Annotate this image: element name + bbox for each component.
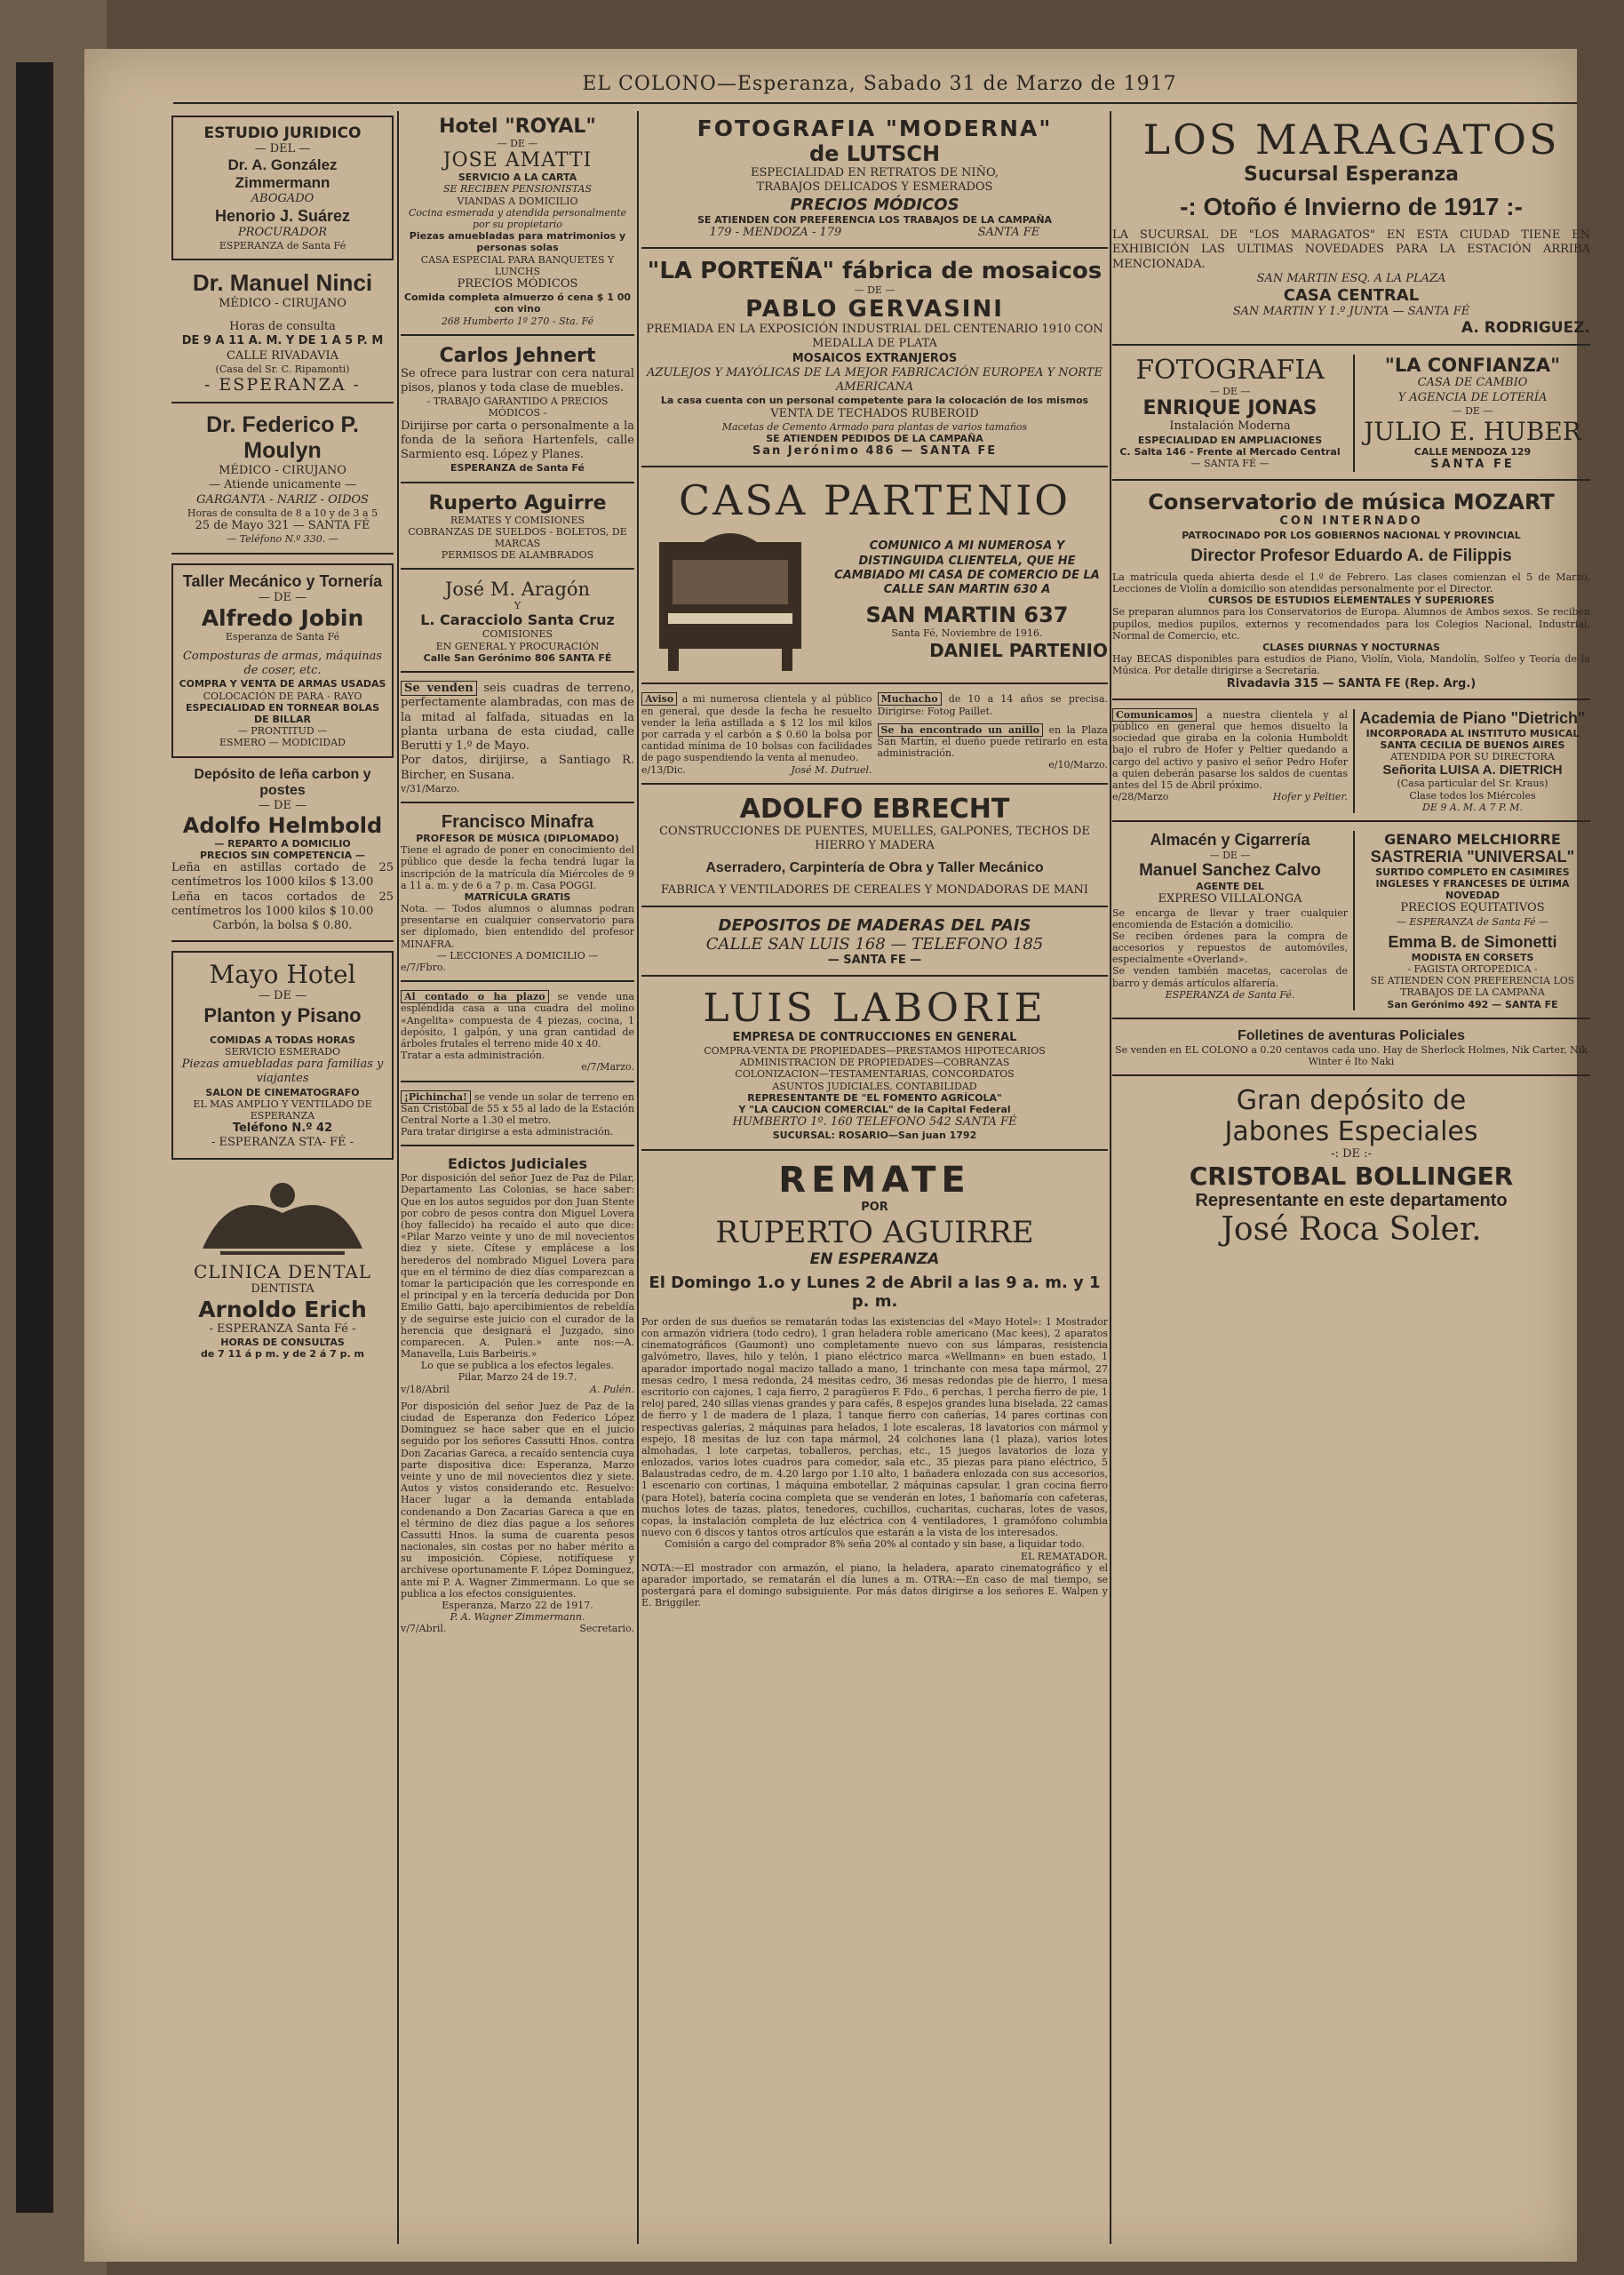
- ad-title: LOS MARAGATOS: [1142, 116, 1560, 164]
- ad-text: El Domingo 1.o y Lunes 2 de Abril a las 9 a. m. y 1 p. m.: [649, 1273, 1101, 1311]
- ad-text: PRECIOS MÓDICOS: [457, 276, 578, 291]
- ad-text: SERVICIO A LA CARTA: [458, 172, 577, 184]
- ad-text: A. RODRIGUEZ.: [1461, 319, 1590, 338]
- ad-text: PRECIOS MÓDICOS: [790, 195, 959, 214]
- ad-text: seis cuadras de terreno, perfectamente alambradas, con mas de la mitad al falfada, situadas en la planta urbana de esta ciudad, calle Berutti y 1.º de Mayo.: [401, 682, 634, 753]
- ad-text: COMPRA Y VENTA DE ARMAS USADAS: [179, 678, 386, 690]
- ad-text: Tiene el agrado de poner en conocimiento del público que desde la fecha tendrá lugar la inscripción de la matrícula día Miércoles de 9 a 11 a. m. y de 6 a 7 p. m. Casa POGGI.: [401, 844, 634, 891]
- ad-tag: Aviso: [641, 692, 677, 706]
- ad-text: VIANDAS A DOMICILIO: [457, 195, 578, 207]
- ad-text: a mi numerosa clientela y al público en general, que desde la fecha he resuelto vender la leña astillada a $ 12 los mil kilos por carrada y el carbón a $ 0.60 la bolsa por cantidad mínima de 10 bolsas con facilidades de pago suspendiendo la venta al menudeo.: [641, 693, 872, 764]
- small-ads-row: [641, 693, 1108, 784]
- ad-name: Henorio J. Suárez: [214, 206, 351, 225]
- piano-illustration: [641, 524, 819, 675]
- ad-text: CURSOS DE ESTUDIOS ELEMENTALES Y SUPERIORES: [1207, 595, 1495, 607]
- ad-text: Hofer y Peltier.: [1272, 791, 1348, 803]
- ad-text: — REPARTO A DOMICILIO: [214, 837, 351, 850]
- ad-text: Para tratar dirigirse a esta administración.: [401, 1126, 614, 1138]
- ad-text: ABOGADO: [251, 192, 314, 206]
- ad-text: SALON DE CINEMATOGRAFO: [205, 1086, 360, 1098]
- ad-bollinger: [1112, 1085, 1590, 1255]
- column-1: [171, 116, 394, 2266]
- section-title: Edictos Judiciales: [448, 1155, 587, 1173]
- ad-text: — DE —: [854, 283, 896, 296]
- ad-text: Rivadavia 315 — SANTA FE (Rep. Arg.): [1226, 676, 1477, 690]
- ad-hotel-royal: [401, 116, 634, 336]
- ad-text: Leña en astillas cortado de 25 centímetros los 1000 kilos $ 13.00: [171, 861, 394, 890]
- ad-title: SASTRERIA "UNIVERSAL": [1370, 847, 1575, 866]
- ad-los-maragatos: [1112, 116, 1590, 346]
- ad-text: ESPECIALIDAD EN RETRATOS DE NIÑO,: [751, 166, 999, 180]
- ad-title: Gran depósito de: [1236, 1085, 1467, 1117]
- ad-text: COMPRA-VENTA DE PROPIEDADES—PRESTAMOS HIPOTECARIOS: [704, 1045, 1046, 1057]
- ad-text: Aserradero, Carpintería de Obra y Taller Mecánico: [705, 860, 1044, 876]
- column-4: [1112, 116, 1590, 2266]
- ad-text: — DE —: [1452, 404, 1493, 417]
- ad-text: COBRANZAS DE SUELDOS - BOLETOS, DE MARCAS: [408, 525, 627, 549]
- ad-text: se vende una espléndida casa a una cuadra del molino «Angelita» compuesta de 4 piezas, cocina, 1 depósito, 1 galpón, y una gran cantidad de árboles frutales el terreno mide 40 x 40.: [401, 991, 634, 1050]
- ad-text: AZULEJOS Y MAYÓLICAS DE LA MEJOR FABRICACIÓN EUROPEA Y NORTE AMERICANA: [647, 365, 1103, 395]
- ad-text: PREMIADA EN LA EXPOSICIÓN INDUSTRIAL DEL CENTENARIO 1910 CON MEDALLA DE PLATA: [646, 323, 1103, 351]
- edict-text: Por disposición del señor Juez de Paz de la ciudad de Esperanza don Federico López Dominguez se hace saber que en el juicio seguido por los señores Cassutti Hnos. contra Don Zacarias Gareca, a recaído sentencia cuya parte dispositiva dice: Esperanza, Marzo veinte y uno de mil novecientos diez y siete. Autos y vistos considerando etc. Resuelvo: Hacer lugar a la demanda entablada condenando a Don Zacarias Gareca a que en el término de diez días pague a los señores Cassutti Hnos. la suma de cuarenta pesos nacionales, sin costas por no haber mérito a su imposición. Cópiese, notifíquese y archívese oportunamente F. López Dominguez, ante mí P. A. Wagner Zimmermann. Lo que se publica a los efectos consiguientes.: [401, 1400, 634, 1600]
- ad-name: Planton y Pisano: [203, 1003, 362, 1026]
- ad-text: EN GENERAL Y PROCURACIÓN: [435, 640, 600, 652]
- ad-erich: [171, 1169, 394, 1368]
- edict-date: v/7/Abril.: [401, 1623, 447, 1635]
- ad-text: DENTISTA: [251, 1281, 314, 1296]
- ad-laborie: [641, 986, 1108, 1151]
- ad-name: LUIS LABORIE: [703, 985, 1047, 1031]
- ad-text: Se encarga de llevar y traer cualquier encomienda de Estación a domicilio.: [1112, 906, 1348, 930]
- ad-text: 268 Humberto 1º 270 - Sta. Fé: [441, 315, 594, 327]
- ad-text: SURTIDO COMPLETO EN CASIMIRES INGLESES Y FRANCESES DE ÚLTIMA NOVEDAD: [1375, 866, 1570, 902]
- ad-estudio-juridico: [171, 116, 394, 260]
- ad-text: SUCURSAL: ROSARIO—San juan 1792: [772, 1130, 977, 1142]
- ad-title: "LA PORTEÑA" fábrica de mosaicos: [647, 257, 1103, 284]
- ad-jonas: [1112, 355, 1348, 472]
- ad-text: — DEL —: [254, 142, 311, 156]
- ad-text: SAN MARTIN ESQ. A LA PLAZA: [1256, 271, 1446, 285]
- ad-name: Manuel Sanchez Calvo: [1139, 861, 1321, 881]
- ad-text: — SANTA FE —: [827, 953, 922, 967]
- ad-sanchez-calvo: [1112, 831, 1348, 1010]
- ad-title: Hotel "ROYAL": [439, 116, 596, 138]
- ad-text: San Jerónimo 486 — SANTA FE: [752, 444, 998, 459]
- header-rule: [173, 102, 1577, 104]
- ad-text: LA SUCURSAL DE "LOS MARAGATOS" EN ESTA CIUDAD TIENE EN EXHIBICIÓN LAS ULTIMAS NOVEDADES PARA LA ESTACIÓN ARRIBA MENCIONADA.: [1112, 228, 1590, 271]
- ad-text: Y "LA CAUCION COMERCIAL" de la Capital Federal: [738, 1103, 1011, 1115]
- ad-text: ASUNTOS JUDICIALES, CONTABILIDAD: [772, 1080, 977, 1092]
- ad-text: e/7/Fbro.: [401, 962, 446, 973]
- edict-text: Por disposición del señor Juez de Paz de Pilar, Departamento Las Colonias, se hace saber: Que en los autos seguidos por don Juan Stente por cobro de pesos contra don Miguel Lovera (hoy fallecido) ha recaído el auto que dice: «Pilar Marzo veinte y uno de mil novecientos diez y siete. Cítese y emplácese a los herederos del nombrado Miguel Lovera para que en el término de diez días comparezcan a tomar la participación que les corresponde en el principal y en la tercería deducida por Don Emilio Gatti, bajo apercibimientos de rebeldía y de seguirse este juicio con el curador de la herencia que designará el Juzgado, sino comparecen. A. Pulen.» ante nos:—A. Manavella, Luis Barbeiris.»: [401, 1172, 634, 1361]
- edict-signature: P. A. Wagner Zimmermann.: [450, 1611, 585, 1624]
- ad-name: Dr. Federico P. Moulyn: [206, 412, 359, 464]
- ad-name: José M. Aragón: [444, 579, 591, 601]
- ad-text: EL REMATADOR.: [1020, 1550, 1108, 1562]
- ad-title: Almacén y Cigarrería: [1150, 830, 1310, 849]
- edict-signature: A. Pulén.: [589, 1383, 634, 1395]
- ad-ebrecht: [641, 794, 1108, 907]
- ad-text: C. Salta 146 - Frente al Mercado Central: [1119, 445, 1341, 458]
- ad-text: ESPERANZA de Santa Fé: [219, 239, 346, 251]
- ad-text: Piezas amuebladas para matrimonios y personas solas: [409, 230, 626, 254]
- ad-title: ESTUDIO JURIDICO: [203, 124, 362, 142]
- ads-row-comunicamos-dietrich: [1112, 709, 1590, 822]
- ad-text: CALLE RIVADAVIA: [226, 348, 339, 363]
- ad-text: MODISTA EN CORSETS: [1411, 951, 1534, 963]
- ad-text: Se preparan alumnos para los Conservatorios de Europa. Alumnos de Ambos sexos. Se reciben pupilos, medios pupilos, externos y recomendados para los Colegios Nacional, Industrial, Normal de Comercio, etc.: [1112, 606, 1590, 642]
- ad-depositos: [641, 916, 1108, 977]
- ad-title: Folletines de aventuras Policiales: [1237, 1027, 1466, 1043]
- ad-text: AGENTE DEL: [1196, 881, 1264, 893]
- ad-text: EN ESPERANZA: [809, 1249, 940, 1268]
- ad-text: — PRONTITUD —: [237, 725, 328, 738]
- ad-jehnert: [401, 345, 634, 483]
- edict-text: Esperanza, Marzo 22 de 1917.: [442, 1600, 593, 1611]
- ads-row-photo-exchange: [1112, 355, 1590, 481]
- edict-text: Lo que se publica a los efectos legales.: [420, 1360, 615, 1372]
- ad-title: CLINICA DENTAL: [193, 1260, 372, 1282]
- ad-text: SAN MARTIN 637: [865, 603, 1069, 628]
- ad-name: GENARO MELCHIORRE: [1384, 830, 1561, 848]
- ad-text: Se ofrece para lustrar con cera natural pisos, planos y toda clase de muebles.: [401, 366, 634, 395]
- ad-text: de 10 a 14 años se precisa. Dirigirse: Fotog Paillet.: [877, 693, 1108, 717]
- ad-text: MÉDICO - CIRUJANO: [219, 296, 346, 310]
- ad-name: Dr. A. González Zimmermann: [227, 156, 338, 192]
- ad-text: La casa cuenta con un personal competente para la colocación de los mismos: [660, 395, 1089, 407]
- ad-text: Piezas amuebladas para familias y viajantes: [181, 1058, 384, 1086]
- ad-text: SE ATIENDEN CON PREFERENCIA LOS TRABAJOS DE LA CAMPAÑA: [1370, 975, 1575, 999]
- ad-text: Tratar a esta administración.: [401, 1050, 545, 1062]
- ad-text: — SANTA FÉ —: [1190, 458, 1270, 470]
- ad-text: TRABAJOS DELICADOS Y ESMERADOS: [756, 180, 993, 195]
- ad-text: - ESPERANZA -: [203, 375, 362, 395]
- column-rule: [397, 111, 399, 2244]
- ad-text: a nuestra clientela y al público en general que hemos disuelto la sociedad que giraba en la colonia Humboldt bajo el rubro de Hofer y Peltier quedando a cargo del activo y pasivo el señor Pedro Hofer a quien deberán pasarse los saldos de cuentas antes del 15 de Abril próximo.: [1112, 708, 1348, 791]
- ad-text: - TRABAJO GARANTIDO A PRECIOS MÓDICOS -: [426, 395, 609, 419]
- ad-casa-partenio: [641, 476, 1108, 684]
- ad-text: SE RECIBEN PENSIONISTAS: [442, 183, 593, 196]
- ad-text: CLASES DIURNAS Y NOCTURNAS: [1262, 641, 1440, 653]
- ad-text: COMIDAS A TODAS HORAS: [210, 1034, 355, 1046]
- ad-name: Arnoldo Erich: [198, 1296, 367, 1322]
- ad-text: REPRESENTANTE DE "EL FOMENTO AGRÍCOLA": [747, 1091, 1002, 1104]
- edict-text: Pilar, Marzo 24 de 19.7.: [458, 1371, 577, 1384]
- ad-text: 179 - MENDOZA - 179: [709, 225, 842, 239]
- ad-name: Dr. Manuel Ninci: [192, 268, 373, 296]
- ad-title: Depósito de leña carbon y postes: [194, 766, 371, 798]
- ad-text: Y: [513, 600, 521, 612]
- ad-text: -: DE :-: [1331, 1147, 1372, 1161]
- ad-text: Dirijirse por carta o personalmente a la fonda de la señora Hartenfels, calle Sarmiento esq. López y Planes.: [401, 419, 634, 462]
- ad-mozart: [1112, 490, 1590, 699]
- ad-text: — DE —: [497, 138, 538, 149]
- ad-text: PROFESOR DE MÚSICA (DIPLOMADO): [416, 832, 619, 844]
- ad-comunicamos: [1112, 709, 1348, 813]
- ad-text: — ESPERANZA de Santa Fé —: [1396, 915, 1549, 928]
- ad-text: CASA DE CAMBIO: [1417, 376, 1528, 390]
- ad-text: -: Otoño é Invierno de 1917 :-: [1180, 193, 1523, 220]
- ad-moulyn: [171, 412, 394, 554]
- ad-text: — Teléfono N.º 330. —: [227, 533, 338, 546]
- ad-aguirre: [401, 492, 634, 571]
- ad-title: "LA CONFIANZA": [1384, 355, 1561, 377]
- ad-text: - ESPERANZA Santa Fé -: [209, 1321, 356, 1336]
- ad-text: SERVICIO ESMERADO: [225, 1045, 340, 1058]
- page-header: EL COLONO—Esperanza, Sabado 31 de Marzo de 1917: [582, 73, 1177, 95]
- ad-text: PRECIOS EQUITATIVOS: [1400, 901, 1545, 915]
- ad-text: MÉDICO - CIRUJANO: [219, 464, 346, 478]
- ad-text: HORAS DE CONSULTAS: [220, 1337, 345, 1349]
- ad-text: CONSTRUCCIONES DE PUENTES, MUELLES, GALPONES, TECHOS DE HIERRO Y MADERA: [659, 824, 1090, 852]
- ad-text: PERMISOS DE ALAMBRADOS: [441, 549, 594, 562]
- ad-text: CON INTERNADO: [1279, 515, 1423, 529]
- column-rule: [1110, 111, 1111, 2244]
- ad-name: RUPERTO AGUIRRE: [715, 1214, 1034, 1250]
- ad-text: INCORPORADA AL INSTITUTO MUSICAL: [1365, 727, 1580, 739]
- column-3: [641, 116, 1108, 2266]
- ad-text: SE ATIENDEN CON PREFERENCIA LOS TRABAJOS DE LA CAMPAÑA: [697, 213, 1053, 226]
- ad-tag: Comunicamos: [1112, 708, 1197, 722]
- edict-text: Secretario.: [579, 1623, 634, 1635]
- ad-aragon: [401, 579, 634, 673]
- ad-text: La matrícula queda abierta desde el 1.º de Febrero. Las clases comienzan el 5 de Marzo. Lecciones de Violín a domicilio son atendidas personalmente por el Director.: [1112, 571, 1590, 595]
- ad-minafra: [401, 812, 634, 982]
- ad-text: EMPRESA DE CONTRUCCIONES EN GENERAL: [732, 1030, 1017, 1044]
- ads-row-calvo-melchiorre: [1112, 831, 1590, 1019]
- ad-dietrich: [1353, 709, 1590, 813]
- ad-title: FOTOGRAFIA "MODERNA": [697, 116, 1053, 141]
- ad-text: Y AGENCIA DE LOTERÍA: [1397, 390, 1548, 404]
- ad-title: Mayo Hotel: [209, 960, 356, 990]
- ad-text: SE ATIENDEN PEDIDOS DE LA CAMPAÑA: [766, 433, 983, 444]
- ad-name: Señorita LUISA A. DIETRICH: [1382, 762, 1563, 778]
- ad-text: e/10/Marzo.: [1048, 759, 1108, 771]
- ad-text: — Atiende unicamente —: [208, 478, 357, 492]
- ad-tag: Se ha encontrado un anillo: [878, 723, 1043, 737]
- ad-text: PRECIOS SIN COMPETENCIA —: [199, 850, 366, 861]
- ad-text: ESPECIALIDAD EN TORNEAR BOLAS DE BILLAR: [186, 701, 379, 725]
- ad-text: Director Profesor Eduardo A. de Filippis: [1190, 546, 1512, 565]
- ad-la-confianza: [1353, 355, 1590, 472]
- ad-text: Instalación Moderna: [1169, 419, 1291, 434]
- ad-text: MATRÍCULA GRATIS: [464, 890, 571, 903]
- ad-title: REMATE: [778, 1159, 971, 1201]
- ad-text: SAN MARTIN Y 1.º JUNTA — SANTA FÉ: [1232, 305, 1470, 318]
- ad-text: — DE —: [258, 989, 307, 1003]
- ad-text: (Casa particular del Sr. Kraus): [1397, 778, 1548, 790]
- ad-text: Nota. — Todos alumnos o alumnas podran presentarse en cualquier conservatorio para ser diplomado, bien entendido del profesor MINAFRA.: [401, 903, 634, 950]
- ad-text: DE 9 A 11 A. M. Y DE 1 A 5 P. M: [181, 334, 384, 348]
- ad-text: ESPECIALIDAD EN AMPLIACIONES: [1137, 434, 1323, 446]
- ad-title: DEPOSITOS DE MADERAS DEL PAIS: [718, 915, 1031, 935]
- ad-text: VENTA DE TECHADOS RUBEROID: [770, 406, 979, 420]
- ad-text: Cocina esmerada y atendida personalmente por su propietario: [409, 206, 626, 230]
- ad-title: FOTOGRAFIA: [1135, 355, 1325, 387]
- edictos-judiciales: [401, 1155, 634, 1641]
- ad-text: se vende un solar de terreno en San Cristóbal de 55 x 55 al lado de la Estación Central Norte a 1.30 el metro.: [401, 1090, 634, 1126]
- column-2: [401, 116, 634, 2266]
- ad-text: Por orden de sus dueños se rematarán todas las existencias del «Mayo Hotel»: 1 Mostrador con armazón vidriera (todo cedro), 1 gran heladera roble americano (Mac kees), 2 aparatos cinematográficos (Gaumont) uno completamente nuevo con sus lámparas, resistencia galvómetro, llaves, hilo y telón, 1 piano eléctrico marca «Wellmann» en buen estado, 1 aparador importado nogal macizo tallado a mano, 1 trinchante con mesa tapa mármol, 27 mesas cedro, 1 mesa redonda, 24 mesitas cedro, 36 mesas redondas pie de hierro, 1 mesa escritorio con cajones, 1 caja fierro, 2 paragüeros F. Fdo., 6 perchas, 1 percha fierro de pie, 1 reloj pared, 240 sillas vienas grandes y para cafés, 8 espejos grandes luna biselada, 22 camas de fierro y 1 de madera de 1 plaza, 1 tanque fierro con cañerías, 14 pares cortinas con respectivas galerías, 2 máquinas para helados, 1 lote escaleras, 18 lavatorios con mármol y espejo, 18 mesitas de luz con tapa mármol, 24 colchones lana (1 plaza), varios lotes almohadas, 1 lote carpetas, toballeros, perchas, etc., 15 juegos lavatorios de loza y enlozados, varios lotes cuadros para comedor, sala etc., 35 piezas para piano eléctrico, 5 Balaustradas cedro, de m. 4.20 largo por 1.10 alto, 1 bañadera enlozada con sus accesorios, 1 escenario con cortinas, 1 máquina embotellar, 2 máquinas capsular, 1 gran cocina fierro (para Hotel), batería cocina completa que se venderán en lotes, 1 bañomaría con cafeteras, muchos lotes de tazas, platos, tenedores, cuchillos, cucharitas, cucharas, lotes de vasos, copas, la instalación completa de luz eléctrica con 4 ventiladores, 1 gramófono columbia nuevo con 6 discos y tantos otros artículos que estarán a la vista de los interesados.: [641, 1315, 1108, 1539]
- ad-name: José Roca Soler.: [1221, 1211, 1482, 1249]
- ad-text: de 7 11 á p m. y de 2 á 7 p. m: [201, 1348, 364, 1361]
- ad-text: REMATES Y COMISIONES: [450, 514, 585, 526]
- ad-text: Teléfono N.º 42: [232, 1122, 333, 1136]
- ad-name: L. Caracciolo Santa Cruz: [420, 611, 615, 629]
- ad-text: GARGANTA - NARIZ - OIDOS: [196, 492, 369, 507]
- ad-name: JULIO E. HUBER: [1364, 416, 1581, 446]
- ad-title: de LUTSCH: [808, 141, 941, 166]
- ad-text: Se venden en EL COLONO a 0.20 centavos cada uno. Hay de Sherlock Holmes, Nik Carter, Nik Winter é Ito Naki: [1115, 1043, 1588, 1067]
- ad-remate: [641, 1160, 1108, 1616]
- ad-text: EXPRESO VILLALONGA: [1158, 892, 1302, 906]
- ad-title: Conservatorio de música MOZART: [1148, 490, 1555, 515]
- ad-text: COMUNICO A MI NUMEROSA Y DISTINGUIDA CLIENTELA, QUE HE CAMBIADO MI CASA DE COMERCIO DE LA CALLE SAN MARTIN 630 A: [834, 539, 1100, 597]
- ad-name: PABLO GERVASINI: [745, 296, 1004, 323]
- ad-text: Se reciben órdenes para la compra de accesorios y repuestos de automóviles, especialmente «Overland».: [1112, 930, 1348, 966]
- ad-text: EL MAS AMPLIO Y VENTILADO DE ESPERANZA: [193, 1098, 372, 1122]
- ad-name: ADOLFO EBRECHT: [739, 793, 1010, 825]
- ad-text: — DE —: [258, 590, 307, 604]
- ad-text: Santa Fé, Noviembre de 1916.: [891, 627, 1043, 640]
- ad-melchiorre-simonetti: [1353, 831, 1590, 1010]
- ad-text: Horas de consulta: [229, 320, 336, 334]
- ad-text: — DE —: [1209, 386, 1251, 398]
- ad-text: e/28/Marzo: [1112, 791, 1169, 803]
- ad-name: Ruperto Aguirre: [428, 491, 607, 515]
- ad-text: Por datos, dirijirse, a Santiago R. Bircher, en Susana.: [401, 754, 634, 782]
- ad-text: FABRICA Y VENTILADORES DE CEREALES Y MONDADORAS DE MANI: [660, 883, 1089, 898]
- ad-text: PATROCINADO POR LOS GOBIERNOS NACIONAL Y PROVINCIAL: [1182, 529, 1521, 541]
- ad-ninci: [171, 269, 394, 403]
- ad-text: CASA ESPECIAL PARA BANQUETES Y LUNCHS: [420, 253, 615, 277]
- ad-name: Adolfo Helmbold: [182, 812, 383, 838]
- ad-text: v/31/Marzo.: [401, 782, 460, 794]
- ad-pichincha: [401, 1091, 634, 1147]
- ad-text: e/7/Marzo.: [581, 1061, 634, 1074]
- ad-text: ESPERANZA de Santa Fé.: [1165, 988, 1295, 1001]
- ad-text: ESMERO — MODICIDAD: [219, 737, 346, 749]
- ad-text: COLONIZACION—TESTAMENTARIAS, CONCORDATOS: [735, 1068, 1015, 1081]
- ad-name: ENRIQUE JONAS: [1142, 397, 1318, 420]
- ad-name: CRISTOBAL BOLLINGER: [1189, 1161, 1514, 1192]
- ad-jobin: [171, 563, 394, 758]
- ad-text: ESPERANZA de Santa Fé: [450, 462, 585, 475]
- ad-text: DE 9 A. M. A 7 P. M.: [1422, 801, 1523, 813]
- ad-text: CASA CENTRAL: [1283, 286, 1420, 305]
- ad-text: - ESPERANZA STA- FÉ -: [211, 1136, 354, 1150]
- ad-title: Jabones Especiales: [1224, 1116, 1478, 1148]
- ad-text: POR: [861, 1200, 888, 1214]
- column-rule: [637, 111, 639, 2244]
- ad-text: COMISIONES: [482, 628, 553, 641]
- ad-name: JOSE AMATTI: [442, 149, 593, 172]
- ad-name: Emma B. de Simonetti: [1388, 932, 1557, 951]
- ad-la-portena: [641, 258, 1108, 468]
- ad-name: Carlos Jehnert: [439, 344, 596, 367]
- ad-text: SANTA CECILIA DE BUENOS AIRES: [1380, 738, 1565, 751]
- ad-text: — DE —: [1209, 849, 1251, 861]
- ad-text: Comisión a cargo del comprador 8% seña 20% al contado y sin base, a liquidar todo.: [665, 1538, 1085, 1551]
- ad-text: Hay BECAS disponibles para estudios de Piano, Violín, Viola, Mandolín, Solfeo y Teoría de la Música. Por detalle dirigirse a Secretaría.: [1112, 653, 1590, 677]
- ad-text: NOTA:—El mostrador con armazón, el piano, la heladera, aparato cinematográfico y el aparador importado, se rematarán el día lunes a m. OTRA:—En caso de mal tiempo, se postergará para el domingo subsiguiente. Por más datos dirigirse a los señores E. Walpen y E. Briggiler.: [641, 1561, 1108, 1609]
- ad-text: Composturas de armas, máquinas de coser, etc.: [182, 649, 383, 678]
- ad-name: Alfredo Jobin: [201, 604, 364, 631]
- ad-text: Sucursal Esperanza: [1244, 164, 1459, 186]
- dental-ornament: [194, 1169, 371, 1257]
- ad-text: 25 de Mayo 321 — SANTA FÉ: [195, 519, 370, 533]
- ad-muchacho-anillo: [878, 693, 1109, 775]
- ad-text: Comida completa almuerzo ó cena $ 1 00 con vino: [403, 291, 632, 315]
- ad-text: ATENDIDA POR SU DIRECTORA: [1390, 751, 1555, 763]
- ad-text: MOSAICOS EXTRANJEROS: [792, 351, 958, 365]
- ad-text: en la Plaza San Martín, el dueño puede retirarlo en esta administración.: [877, 723, 1108, 760]
- ad-text: — LECCIONES A DOMICILIO —: [436, 949, 599, 962]
- ad-text: ADMINISTRACION DE PROPIEDADES—COBRANZAS: [739, 1057, 1010, 1069]
- ad-se-venden: [401, 682, 634, 803]
- binding-spine: [16, 62, 53, 2213]
- ad-text: Representante en este departamento: [1195, 1191, 1508, 1211]
- ad-text: Se venden también macetas, cacerolas de barro y demás artículos alfarería.: [1112, 965, 1348, 989]
- ad-text: José M. Dutruel.: [791, 763, 872, 776]
- ad-text: Clase todos los Miércoles: [1409, 789, 1536, 802]
- ad-al-contado: [401, 991, 634, 1082]
- ad-text: PROCURADOR: [237, 225, 328, 239]
- ad-text: DANIEL PARTENIO: [929, 639, 1108, 661]
- ad-title: Taller Mecánico y Tornería: [182, 571, 383, 590]
- ad-text: San Gerónimo 492 — SANTA FE: [1387, 998, 1558, 1010]
- ad-folletines: [1112, 1028, 1590, 1076]
- ad-tag: ¡Pichincha!: [401, 1090, 471, 1104]
- ad-text: (Casa del Sr. C. Ripamonti): [215, 363, 350, 375]
- ad-text: Macetas de Cemento Armado para plantas de varios tamaños: [721, 420, 1028, 433]
- ad-text: COLOCACIÓN DE PARA - RAYO: [203, 690, 362, 702]
- ad-text: — DE —: [258, 798, 307, 812]
- ad-title: CASA PARTENIO: [679, 476, 1071, 525]
- ad-mayo-hotel: [171, 951, 394, 1159]
- ad-text: Calle San Gerónimo 806 SANTA FÉ: [423, 651, 612, 664]
- ad-text: Leña en tacos cortados de 25 centímetros los 1000 kilos $ 10.00: [171, 890, 394, 918]
- ad-aviso: [641, 693, 872, 775]
- ad-text: CALLE SAN LUIS 168 — TELEFONO 185: [705, 934, 1044, 954]
- ad-text: e/13/Dic.: [641, 763, 686, 776]
- ad-helmbold: [171, 767, 394, 943]
- ad-text: SANTA FE: [1430, 458, 1515, 472]
- ad-tag: Se venden: [401, 681, 477, 696]
- ad-text: Carbón, la bolsa $ 0.80.: [212, 919, 353, 933]
- ad-title: Academia de Piano "Dietrich": [1359, 708, 1586, 727]
- ad-text: Esperanza de Santa Fé: [225, 630, 340, 643]
- ad-tag: Muchacho: [878, 692, 942, 706]
- ad-text: CALLE MENDOZA 129: [1413, 445, 1532, 458]
- edict-date: v/18/Abril: [401, 1383, 450, 1395]
- ad-lutsch: [641, 116, 1108, 249]
- ad-text: SANTA FE: [977, 225, 1040, 239]
- ad-text: Horas de consulta de 8 a 10 y de 3 a 5: [187, 507, 378, 519]
- ad-text: HUMBERTO 1º. 160 TELEFONO 542 SANTA FÉ: [732, 1115, 1017, 1130]
- ad-tag: Al contado o ha plazo: [401, 990, 549, 1003]
- ad-text: - FAGISTA ORTOPEDICA -: [1407, 963, 1538, 976]
- ad-name: Francisco Minafra: [441, 811, 594, 832]
